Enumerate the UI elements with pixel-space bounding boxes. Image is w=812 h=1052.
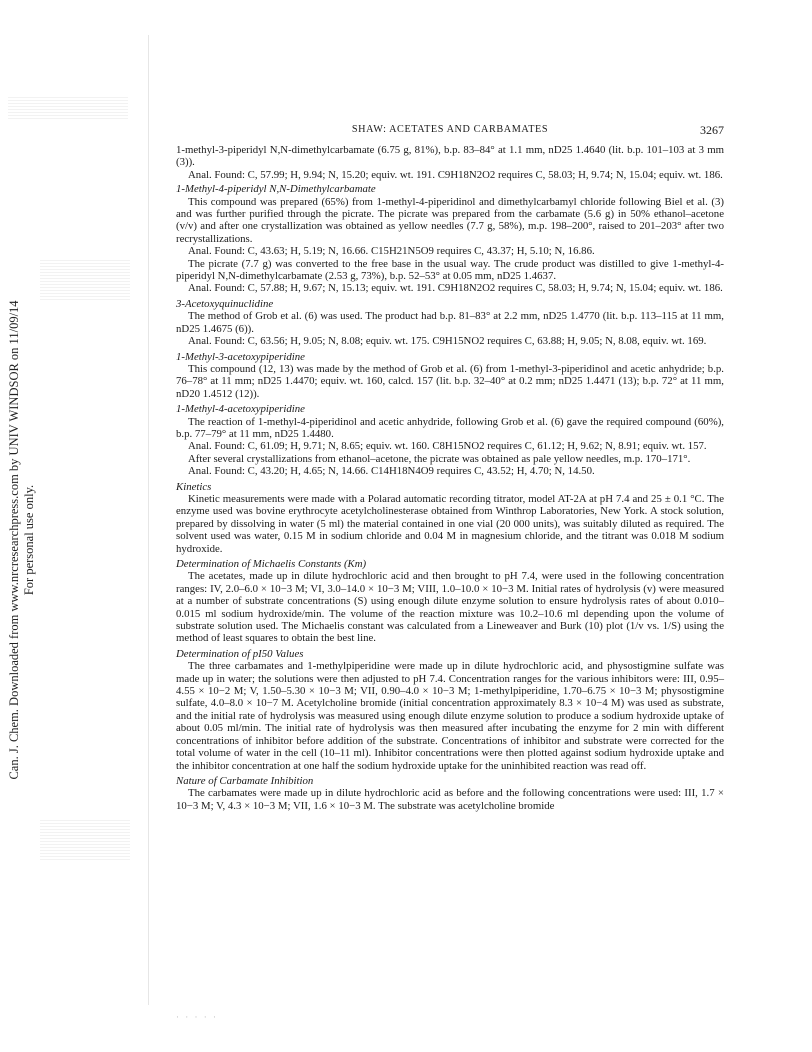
paragraph: The method of Grob et al. (6) was used. The product had b.p. 81–83° at 2.2 mm, nD25 1.4770 (lit. b.p. 113–115 at 11 mm, nD25 1.4675 (6)). (176, 310, 724, 335)
paragraph: 1-methyl-3-piperidyl N,N-dimethylcarbamate (6.75 g, 81%), b.p. 83–84° at 1.1 mm, nD25 1.4640 (lit. b.p. 101–103 at 3 mm (3)). (176, 144, 724, 169)
scan-margin-noise-low (40, 820, 130, 860)
running-title: SHAW: ACETATES AND CARBAMATES (351, 124, 549, 135)
section-heading: Determination of Michaelis Constants (Km) (176, 558, 367, 570)
page-number: 3267 (700, 123, 724, 137)
scan-margin-rule (148, 35, 149, 1005)
paragraph: The reaction of 1-methyl-4-piperidinol and acetic anhydride, following Grob et al. (6) gave the required compound (60%), b.p. 77–79° at 11 mm, nD25 1.4480. (176, 415, 724, 440)
paragraph: The picrate (7.7 g) was converted to the free base in the usual way. The crude product was distilled to give 1-methyl-4-piperidyl N,N-dimethylcarbamate (2.53 g, 73%), b.p. 52–53° at 0.05 mm, nD25 1.4637. (176, 257, 724, 283)
analysis-line: Anal. Found: C, 57.88; H, 9.67; N, 15.13; equiv. wt. 191. C9H18N2O2 requires C, 58.03; H, 9.74; N, 15.04; equiv. wt. 186. (188, 282, 723, 295)
paragraph: The carbamates were made up in dilute hydrochloric acid as before and the following concentrations were used: III, 1.7 × 10−3 M; V, 4.3 × 10−3 M; VII, 1.6 × 10−3 M. The substrate was acetylcholine bromide (176, 787, 724, 812)
download-watermark (2, 300, 42, 780)
section-heading: 1-Methyl-4-piperidyl N,N-Dimethylcarbamate (176, 183, 376, 196)
scan-footer-marks: · · · · · (176, 1012, 218, 1022)
section-heading: Kinetics (176, 480, 212, 493)
paragraph: After several crystallizations from ethanol–acetone, the picrate was obtained as pale yellow needles, m.p. 170–171°. (188, 452, 691, 465)
scan-margin-noise-top (8, 95, 128, 119)
analysis-line: Anal. Found: C, 57.99; H, 9.94; N, 15.20; equiv. wt. 191. C9H18N2O2 requires C, 58.03; H, 9.74; N, 15.04; equiv. wt. 186. (188, 168, 723, 181)
analysis-line: Anal. Found: C, 43.20; H, 4.65; N, 14.66. C14H18N4O9 requires C, 43.52; H, 4.70; N, 14.50. (188, 465, 595, 478)
article-body (176, 144, 724, 812)
analysis-line: Anal. Found: C, 63.56; H, 9.05; N, 8.08; equiv. wt. 175. C9H15NO2 requires C, 63.88; H, 9.05; N, 8.08, equiv. wt. 169. (188, 335, 707, 348)
section-heading: 1-Methyl-3-acetoxypiperidine (176, 350, 305, 363)
section-heading: 3-Acetoxyquinuclidine (176, 297, 274, 310)
download-watermark-text (7, 300, 37, 779)
watermark-line-1: Can. J. Chem. Downloaded from www.nrcresearchpress.com by UNIV WINDSOR on 11/09/14 (7, 300, 21, 780)
paragraph: This compound was prepared (65%) from 1-methyl-4-piperidinol and dimethylcarbamyl chloride following Biel et al. (3) and was further purified through the picrate. The picrate was prepared from the carbamate (5.6 g) in 50% ethanol–acetone (v/v) and after one crystallization was obtained as yellow needles (7.7 g, 58%), m.p. 198–200°, raised to 201–203° after two recrystallizations. (176, 195, 724, 245)
section-heading: 1-Methyl-4-acetoxypiperidine (176, 403, 305, 416)
section-heading: Determination of pI50 Values (176, 647, 304, 660)
analysis-line: Anal. Found: C, 61.09; H, 9.71; N, 8.65; equiv. wt. 160. C8H15NO2 requires C, 61.12; H, 9.62; N, 8.91; equiv. wt. 157. (188, 440, 707, 453)
paragraph: The three carbamates and 1-methylpiperidine were made up in dilute hydrochloric acid, and physostigmine sulfate was made up in water; the solutions were then adjusted to pH 7.4. Concentration ranges for the various inhibitors were: III, 0.95–4.55 × 10−2 M; V, 1.50–5.30 × 10−3 M; VII, 0.90–4.0 × 10−3 M; 1-methylpiperidine, 1.70–6.75 × 10−3 M; physostigmine sulfate, 4.0–8.0 × 10−7 M. Acetylcholine bromide (initial concentration approximately 8.3 × 10−4 M) was used as substrate, and the initial rate of hydrolysis was measured using enough dilute enzyme solution to produce a sodium hydroxide uptake of about 0.05 ml/min. The initial rate of hydrolysis was then measured after incubating the enzyme for 2 min with different concentrations of inhibitor before addition of the substrate. Concentrations of inhibitor and substrate were corrected for the total volume of water in the cell (10–11 ml). Inhibitor concentrations were then plotted against sodium hydroxide uptake and the inhibitor concentration at one half the sodium hydroxide uptake for the uninhibited reaction was read off. (176, 660, 724, 772)
section-heading: Nature of Carbamate Inhibition (176, 774, 314, 787)
paragraph: This compound (12, 13) was made by the method of Grob et al. (6) from 1-methyl-3-piperidinol and acetic anhydride; b.p. 76–78° at 11 mm; nD25 1.4470; equiv. wt. 160, calcd. 157 (lit. b.p. 32–40° at 0.2 mm; nD25 1.4471 (13); b.p. 72° at 11 mm, nD20 1.4512 (12)). (176, 362, 724, 400)
analysis-line: Anal. Found: C, 43.63; H, 5.19; N, 16.66. C15H21N5O9 requires C, 43.37; H, 5.10; N, 16.86. (188, 245, 595, 258)
paragraph: The acetates, made up in dilute hydrochloric acid and then brought to pH 7.4, were used in the following concentration ranges: IV, 2.0–6.0 × 10−3 M; VI, 3.0–14.0 × 10−3 M; VIII, 1.0–10.0 × 10−3 M. Initial rates of hydrolysis (v) were measured at a number of substrate concentrations (S) using enough dilute enzyme solution to ensure hydrolysis rates of about 0.010–0.015 ml sodium hydroxide/min. The volume of the reaction mixture was 10.2–10.6 ml depending upon the volume of substrate solution used. The Michaelis constant was calculated from a Lineweaver and Burk (10) plot (1/v vs. 1/S) using the method of least squares to obtain the best line. (176, 570, 724, 645)
running-header (176, 124, 724, 140)
watermark-line-2: For personal use only. (22, 484, 36, 596)
paragraph: Kinetic measurements were made with a Polarad automatic recording titrator, model AT-2A at pH 7.4 and 25 ± 0.1 °C. The enzyme used was bovine erythrocyte acetylcholinesterase obtained from Winthrop Laboratories, New York. A stock solution, prepared by dissolving in water (5 ml) the material contained in one vial (20 000 units), was suitably diluted as required. The solvent used was water, 0.15 M in sodium chloride and 0.04 M in magnesium chloride, and the titrant was 0.018 M sodium hydroxide. (176, 492, 724, 555)
scan-margin-noise-mid (40, 260, 130, 300)
